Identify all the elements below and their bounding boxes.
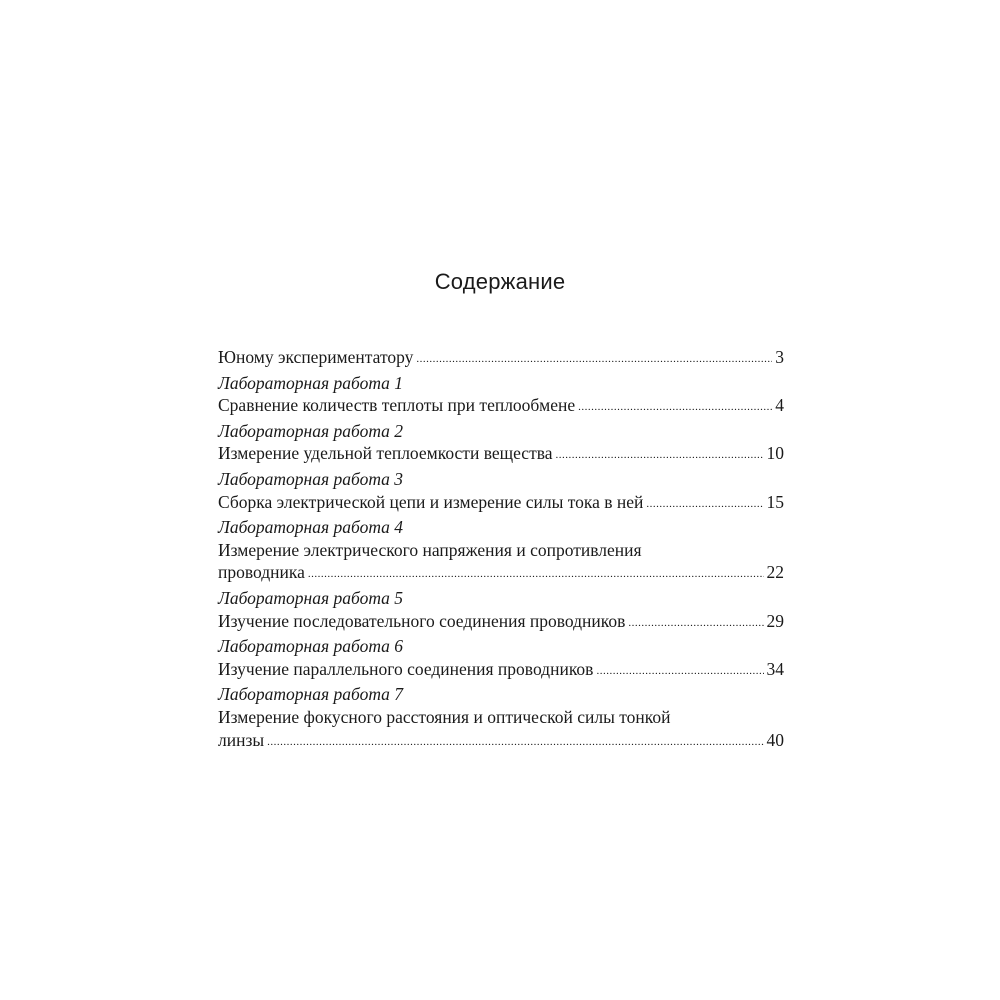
toc-line xyxy=(218,491,784,517)
toc-entry-title: Изучение параллельного соединения проводников xyxy=(218,658,594,679)
toc-leader-dots xyxy=(628,609,763,635)
toc-entry-title-line: Измерение электрического напряжения и сопротивления xyxy=(218,539,642,560)
toc-entry-title: Сборка электрической цепи и измерение силы тока в ней xyxy=(218,491,644,512)
toc-entry-lab-6[interactable] xyxy=(218,635,784,683)
toc-leader-dots xyxy=(578,393,772,419)
toc-entry-intro[interactable] xyxy=(218,346,784,372)
toc-entry-lab-7[interactable] xyxy=(218,683,784,754)
toc-page-number: 22 xyxy=(766,562,784,583)
toc-leader-dots xyxy=(556,441,764,467)
toc-entry-title: Измерение удельной теплоемкости вещества xyxy=(218,443,553,464)
toc-leader-dots xyxy=(308,560,764,586)
toc-lab-label: Лабораторная работа 2 xyxy=(218,420,404,441)
toc-page-number: 3 xyxy=(775,347,784,367)
toc-line xyxy=(218,394,784,420)
toc-entry-title: Изучение последовательного соединения проводников xyxy=(218,610,626,631)
toc-lab-label: Лабораторная работа 4 xyxy=(218,517,404,538)
toc-line xyxy=(218,561,784,587)
toc-page-number: 4 xyxy=(775,395,784,416)
toc-page-number: 29 xyxy=(766,610,784,631)
toc-line xyxy=(218,442,784,468)
toc-lab-label: Лабораторная работа 1 xyxy=(218,372,404,393)
toc-line xyxy=(218,346,784,372)
toc-page-number: 40 xyxy=(766,729,784,750)
toc-lab-label: Лабораторная работа 7 xyxy=(218,684,404,705)
table-of-contents xyxy=(218,346,784,754)
toc-entry-lab-4[interactable] xyxy=(218,516,784,587)
toc-page-number: 15 xyxy=(766,491,784,512)
toc-page-number: 10 xyxy=(766,443,784,464)
toc-lab-label: Лабораторная работа 6 xyxy=(218,636,404,657)
toc-entry-lab-2[interactable] xyxy=(218,420,784,468)
toc-leader-dots xyxy=(596,657,763,683)
toc-entry-title: Сравнение количеств теплоты при теплообмене xyxy=(218,395,576,416)
toc-line xyxy=(218,658,784,684)
toc-entry-title: Юному экспериментатору xyxy=(218,347,414,367)
toc-line xyxy=(218,729,784,755)
page-title: Содержание xyxy=(434,269,566,294)
toc-entry-lab-1[interactable] xyxy=(218,372,784,420)
toc-entry-lab-5[interactable] xyxy=(218,587,784,635)
toc-entry-title: линзы xyxy=(218,729,265,750)
toc-leader-dots xyxy=(646,490,763,516)
toc-leader-dots xyxy=(267,728,763,754)
toc-entry-title-line: Измерение фокусного расстояния и оптической силы тонкой xyxy=(218,706,671,727)
toc-page-number: 34 xyxy=(766,658,784,679)
toc-entry-title: проводника xyxy=(218,562,305,583)
toc-line xyxy=(218,610,784,636)
toc-lab-label: Лабораторная работа 3 xyxy=(218,468,404,489)
toc-lab-label: Лабораторная работа 5 xyxy=(218,587,404,608)
toc-leader-dots xyxy=(416,345,772,371)
toc-entry-lab-3[interactable] xyxy=(218,468,784,516)
